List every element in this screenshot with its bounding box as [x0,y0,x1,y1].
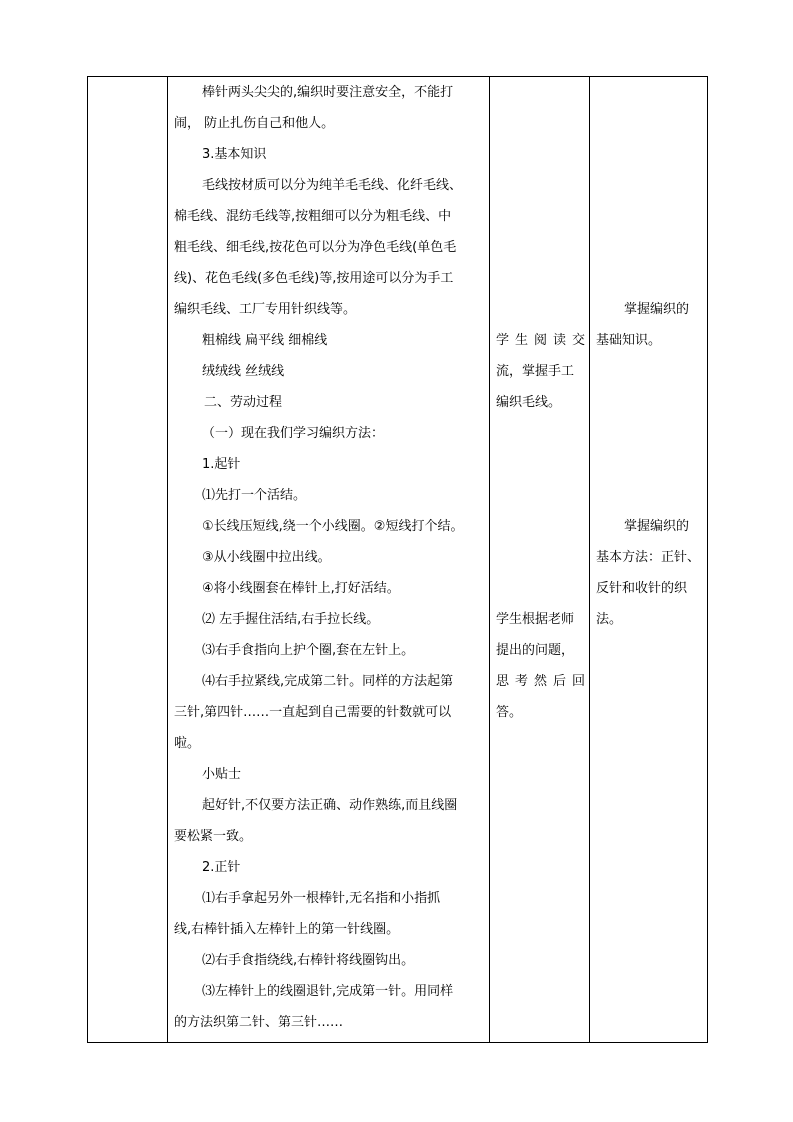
content-line: 绒绒线 丝绒线 [202,364,285,379]
goal-text-line: 掌握编织的 [624,302,690,317]
goal-text-line: 基本方法：正针、 [596,550,701,565]
goal-text-line: 法。 [596,612,623,627]
content-line: 棉毛线、混纺毛线等,按粗细可以分为粗毛线、中 [174,209,452,224]
content-line: ⑶左棒针上的线圈退针,完成第一针。用同样 [202,984,454,999]
content-line: 闹， 防止扎伤自己和他人。 [174,116,335,131]
content-line: 要松紧一致。 [174,829,253,844]
content-line: 1.起针 [202,457,241,472]
student-text-line: 提出的问题， [496,643,575,658]
content-line: 啦。 [174,736,201,751]
student-text-line: 编织毛线。 [496,395,562,410]
content-line: 粗棉线 扁平线 细棉线 [202,333,328,348]
content-line: ⑷右手拉紧线,完成第二针。同样的方法起第 [202,674,454,689]
content-line: 三针,第四针……一直起到自己需要的针数就可以 [174,705,452,720]
content-line: ④将小线圈套在棒针上,打好活结。 [202,581,400,596]
empty-left-column [88,77,168,1043]
goal-text-line: 反针和收针的织 [596,581,688,596]
student-text-line: 流，掌握手工 [496,364,575,379]
tips-heading: 小贴士 [202,767,242,782]
content-line: 2.正针 [202,860,241,875]
content-line: 线)、花色毛线(多色毛线)等,按用途可以分为手工 [174,271,454,286]
teaching-content-cell [168,77,490,1043]
content-line: 编织毛线、工厂专用针织线等。 [174,302,357,317]
content-line: 粗毛线、细毛线,按花色可以分为净色毛线(单色毛 [174,240,457,255]
subsection-heading: （一）现在我们学习编织方法： [202,426,385,441]
lesson-plan-table [87,76,708,1043]
content-line: ⑵ 左手握住活结,右手拉长线。 [202,612,380,627]
content-line: ③从小线圈中拉出线。 [202,550,331,565]
content-line: ⑴右手拿起另外一根棒针,无名指和小指抓 [202,891,441,906]
content-line: ⑴先打一个活结。 [202,488,307,503]
section-heading: 二、劳动过程 [204,395,283,410]
goal-text-line: 基础知识。 [596,333,662,348]
student-text-line: 学生阅读交 [496,333,585,348]
content-line: ①长线压短线,绕一个小线圈。②短线打个结。 [202,519,464,534]
student-text-line: 思考然后回 [496,674,585,689]
content-line: 起好针,不仅要方法正确、动作熟练,而且线圈 [202,798,458,813]
content-line: 3.基本知识 [202,147,267,162]
content-line: ⑶右手食指向上护个圈,套在左针上。 [202,643,415,658]
content-line: 线,右棒针插入左棒针上的第一针线圈。 [174,922,400,937]
student-activity-cell [490,77,590,1043]
content-line: 毛线按材质可以分为纯羊毛毛线、化纤毛线、 [202,178,463,193]
content-line: 的方法织第二针、第三针…… [174,1015,344,1030]
student-text-line: 学生根据老师 [496,612,575,627]
content-line: ⑵右手食指绕线,右棒针将线圈钩出。 [202,953,415,968]
design-intent-cell [590,77,708,1043]
content-line: 棒针两头尖尖的,编织时要注意安全，不能打 [202,85,454,100]
student-text-line: 答。 [496,705,523,720]
goal-text-line: 掌握编织的 [624,519,690,534]
